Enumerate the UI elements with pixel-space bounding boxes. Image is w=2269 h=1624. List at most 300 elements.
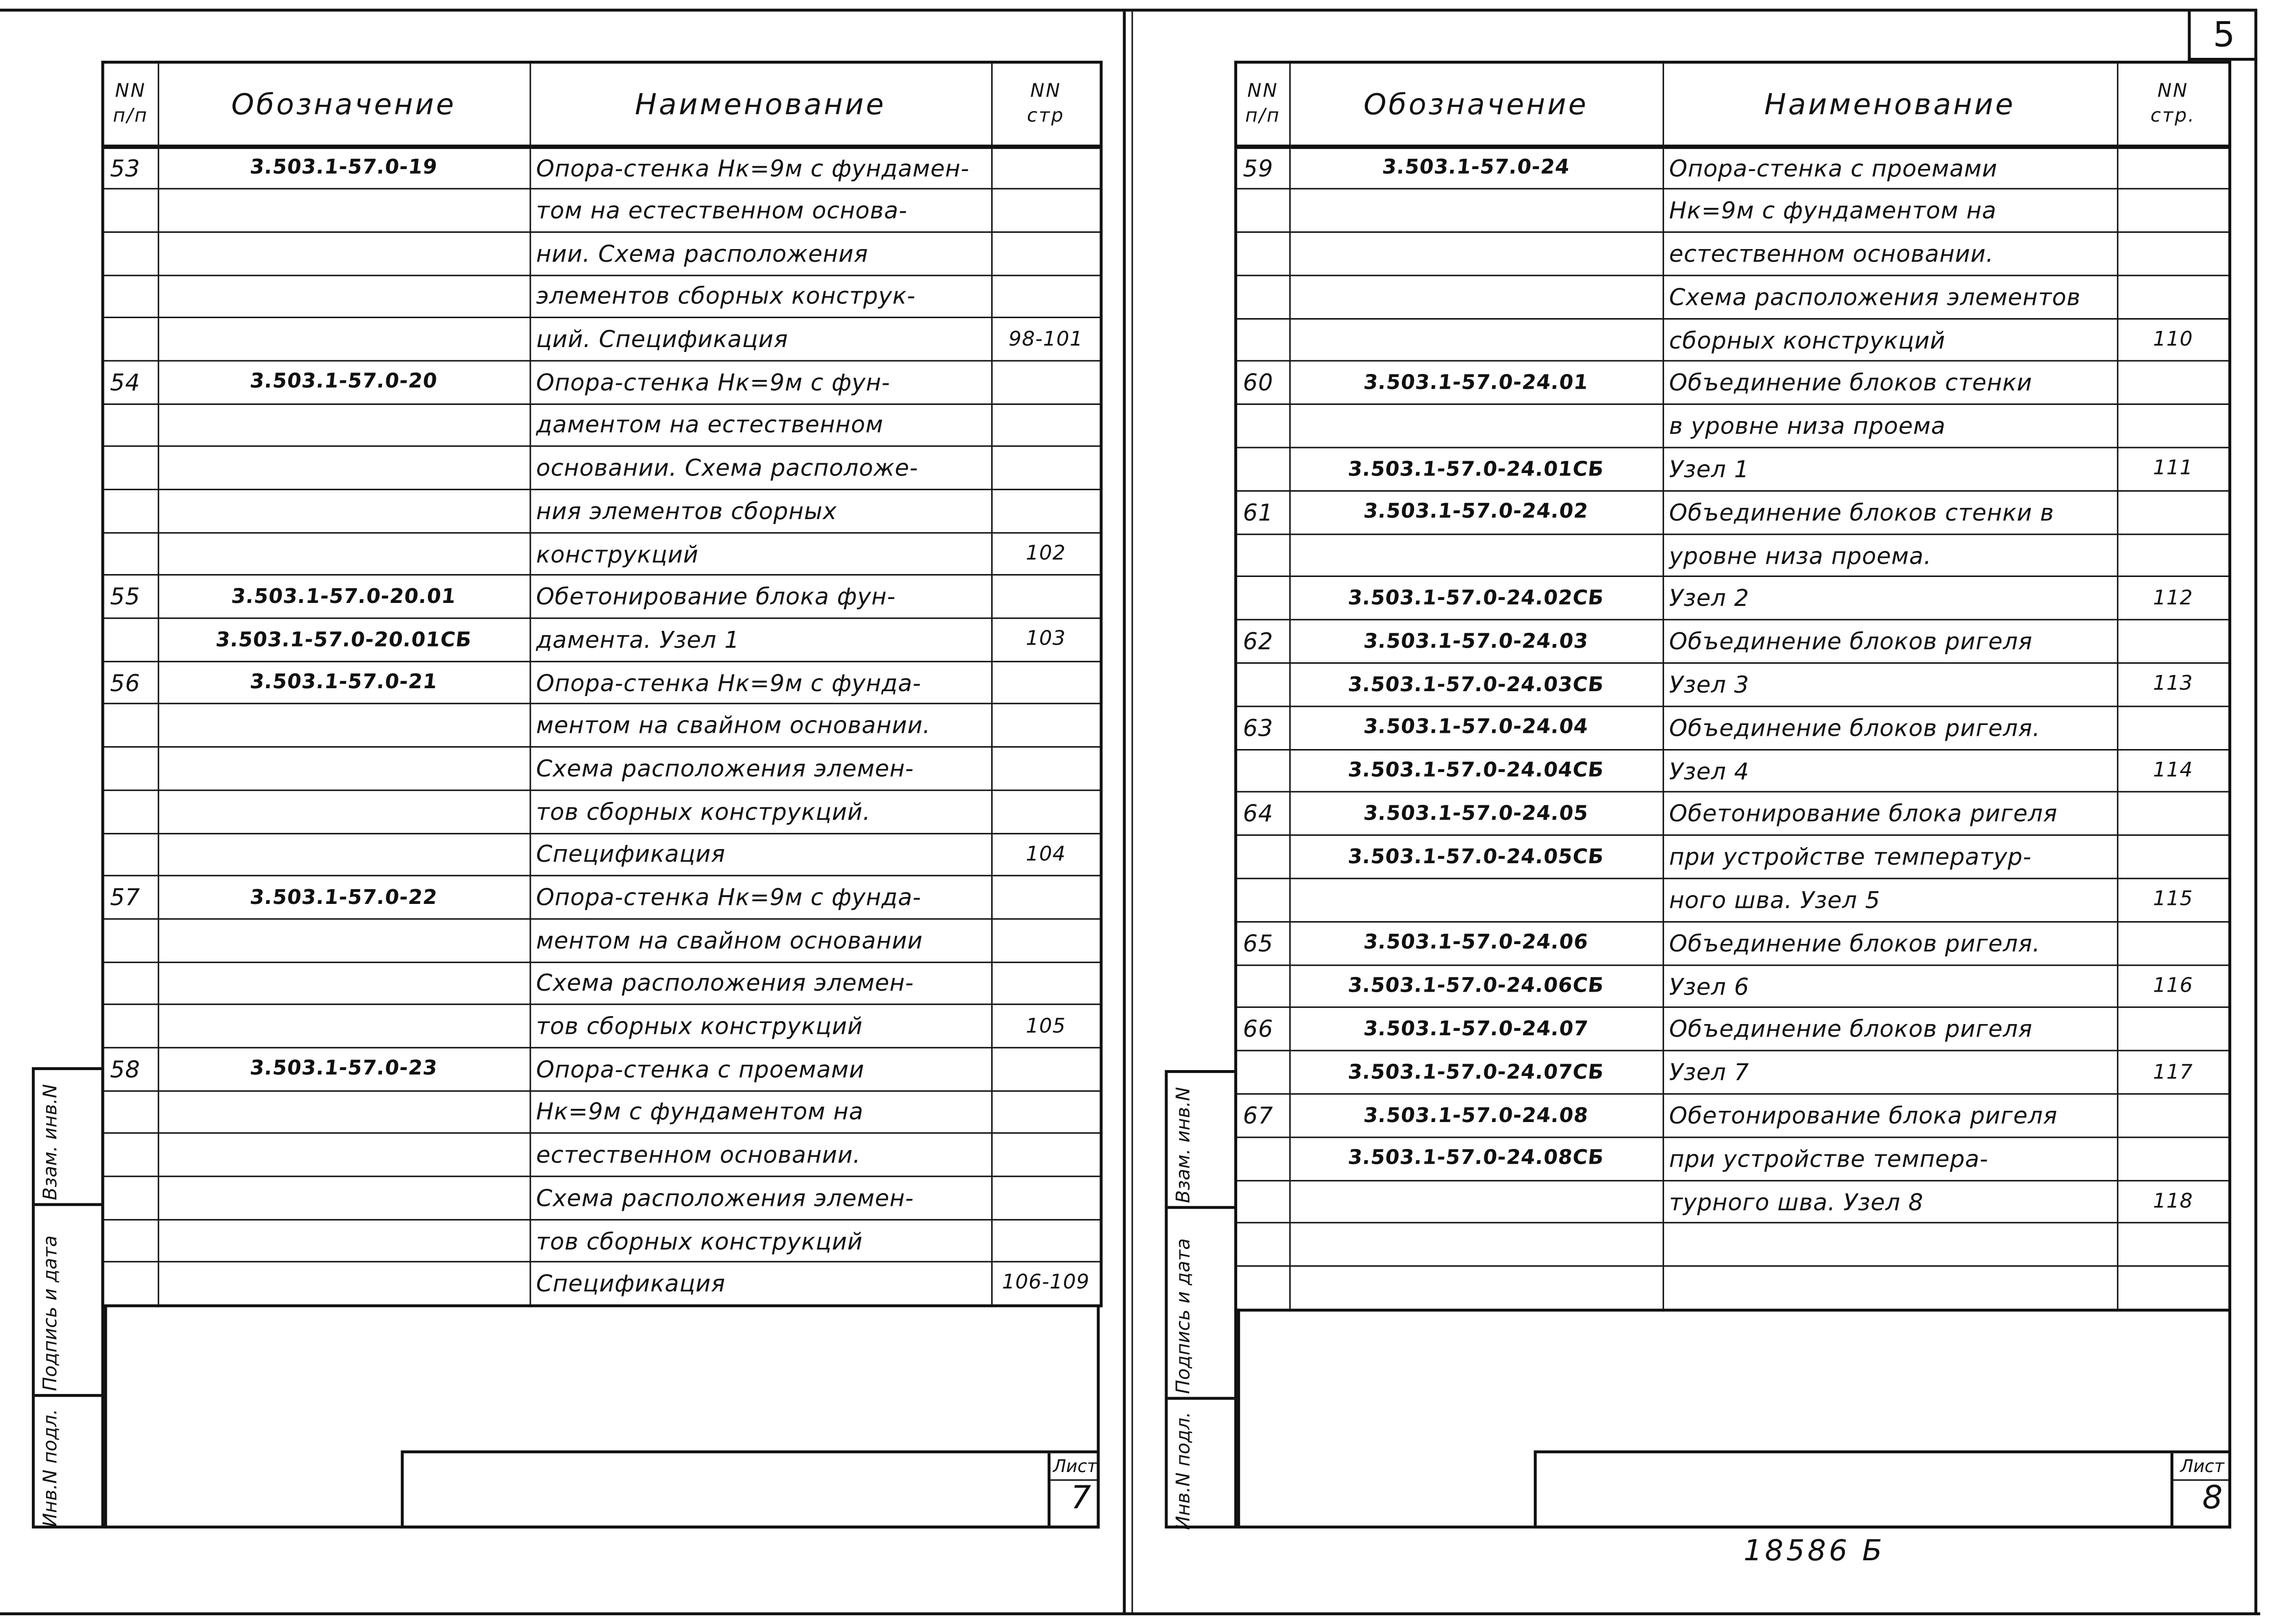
row-designation: 3.503.1-57.0-20 — [155, 361, 532, 404]
right-side-stamp — [1165, 1070, 1237, 1528]
row-designation — [1287, 1266, 1665, 1309]
row-designation: 3.503.1-57.0-24.02 — [1287, 491, 1665, 534]
row-title: основании. Схема расположе- — [529, 447, 991, 490]
table-row — [1236, 491, 2230, 534]
row-title: Схема расположения элемен- — [529, 747, 991, 790]
header-pages — [2117, 62, 2230, 146]
stamp-inventory-label: Инв.N подл. — [1173, 1411, 1196, 1530]
table-row — [103, 919, 1101, 962]
row-pages — [991, 1133, 1101, 1176]
row-title: Схема расположения элемен- — [529, 962, 991, 1005]
row-title: Обетонирование блока ригеля — [1663, 792, 2117, 835]
row-designation — [1287, 534, 1665, 577]
row-designation — [155, 403, 532, 447]
table-row — [1236, 922, 2230, 965]
row-title: ментом на свайном основании. — [529, 704, 991, 747]
row-number — [103, 490, 158, 533]
row-designation — [155, 447, 532, 490]
row-pages — [991, 490, 1101, 533]
row-pages: 112 — [2117, 577, 2230, 620]
row-number — [1236, 750, 1289, 793]
header-num — [1236, 62, 1289, 146]
table-row — [103, 833, 1101, 876]
table-row — [1236, 577, 2230, 620]
row-designation — [1287, 319, 1665, 362]
row-title: в уровне низа проема — [1663, 404, 2117, 448]
row-title: конструкций — [529, 532, 991, 575]
table-row — [1236, 620, 2230, 663]
row-pages: 111 — [2117, 448, 2230, 491]
row-number: 66 — [1236, 1008, 1289, 1051]
table-row — [103, 1133, 1101, 1176]
header-name: Наименование — [1663, 62, 2117, 146]
header-num-a: NN — [1247, 80, 1278, 102]
left-sheet-cell — [1047, 1453, 1099, 1526]
row-number — [1236, 448, 1289, 491]
row-pages: 104 — [991, 833, 1101, 876]
row-designation: 3.503.1-57.0-24.05СБ — [1287, 835, 1665, 878]
left-title-block — [401, 1450, 1100, 1528]
row-title: ментом на свайном основании — [529, 919, 991, 962]
row-designation — [155, 833, 532, 876]
table-row — [1236, 232, 2230, 275]
row-pages: 98-101 — [991, 318, 1101, 361]
row-designation — [155, 1262, 532, 1305]
row-number — [1236, 319, 1289, 362]
row-title: Опора-стенка Hк=9м с фундамен- — [529, 146, 991, 189]
table-row — [103, 1048, 1101, 1091]
stamp-signature-label: Подпись и дата — [1173, 1238, 1196, 1394]
row-title: Hк=9м с фундаментом на — [529, 1091, 991, 1134]
top-edge-line — [0, 9, 2257, 12]
row-pages — [991, 790, 1101, 833]
row-number — [1236, 663, 1289, 706]
row-number — [103, 1219, 158, 1262]
stamp-replace-label: Взам. инв.N — [40, 1084, 62, 1200]
row-pages — [2117, 1008, 2230, 1051]
row-number — [1236, 404, 1289, 448]
row-number — [103, 1091, 158, 1134]
row-designation — [1287, 232, 1665, 275]
row-title: Объединение блоков стенки в — [1663, 491, 2117, 534]
row-designation — [1287, 404, 1665, 448]
table-row — [103, 575, 1101, 619]
row-designation: 3.503.1-57.0-24.02СБ — [1287, 577, 1665, 620]
table-row — [103, 232, 1101, 275]
row-number — [1236, 1180, 1289, 1224]
page-number: 5 — [2213, 14, 2235, 55]
table-row — [1236, 878, 2230, 922]
row-designation — [155, 1091, 532, 1134]
row-designation — [1287, 275, 1665, 319]
stamp-divider — [35, 1203, 101, 1206]
table-row — [103, 146, 1101, 189]
row-pages — [2117, 706, 2230, 750]
row-title — [1663, 1223, 2117, 1266]
row-designation: 3.503.1-57.0-24.04СБ — [1287, 750, 1665, 793]
row-title: даментом на естественном — [529, 403, 991, 447]
row-designation: 3.503.1-57.0-24.05 — [1287, 792, 1665, 835]
row-pages — [991, 403, 1101, 447]
row-number — [103, 232, 158, 275]
table-row — [103, 318, 1101, 361]
row-pages — [2117, 1094, 2230, 1137]
row-pages: 118 — [2117, 1180, 2230, 1224]
table-row — [1236, 448, 2230, 491]
row-number — [1236, 965, 1289, 1008]
page-divider — [1123, 12, 1126, 1614]
header-pages-b: стр — [1027, 105, 1065, 127]
table-row — [1236, 965, 2230, 1008]
stamp-divider — [35, 1394, 101, 1397]
row-pages — [991, 661, 1101, 704]
row-designation — [155, 275, 532, 318]
row-pages — [991, 1176, 1101, 1220]
row-pages: 115 — [2117, 878, 2230, 922]
page-number-box — [2188, 12, 2257, 61]
row-designation: 3.503.1-57.0-22 — [155, 876, 532, 919]
row-title: Спецификация — [529, 1262, 991, 1305]
row-number — [1236, 878, 1289, 922]
row-number — [103, 189, 158, 232]
row-number — [1236, 835, 1289, 878]
row-title — [1663, 1266, 2117, 1309]
row-title: Опора-стенка Hк=9м с фун- — [529, 361, 991, 404]
row-number — [1236, 577, 1289, 620]
row-title: Объединение блоков ригеля — [1663, 1008, 2117, 1051]
row-designation — [155, 318, 532, 361]
row-number: 64 — [1236, 792, 1289, 835]
stamp-inventory-label: Инв.N подл. — [40, 1408, 62, 1527]
header-pages-a: NN — [2157, 80, 2189, 102]
row-title: Hк=9м с фундаментом на — [1663, 189, 2117, 232]
table-row — [1236, 1008, 2230, 1051]
row-designation — [155, 189, 532, 232]
row-designation — [155, 704, 532, 747]
row-designation — [1287, 189, 1665, 232]
row-pages — [991, 575, 1101, 619]
table-row — [103, 962, 1101, 1005]
row-number: 57 — [103, 876, 158, 919]
left-contents-table — [101, 61, 1103, 1307]
row-number — [103, 532, 158, 575]
row-designation — [155, 1176, 532, 1220]
stamp-signature-label: Подпись и дата — [40, 1235, 62, 1391]
right-sheet-cell — [2170, 1453, 2231, 1526]
row-designation: 3.503.1-57.0-24.04 — [1287, 706, 1665, 750]
row-designation — [1287, 878, 1665, 922]
table-row — [103, 532, 1101, 575]
row-designation: 3.503.1-57.0-24.03 — [1287, 620, 1665, 663]
row-number — [103, 919, 158, 962]
row-title: тов сборных конструкций — [529, 1219, 991, 1262]
row-title: Спецификация — [529, 833, 991, 876]
row-pages — [991, 919, 1101, 962]
table-row — [103, 1219, 1101, 1262]
table-row — [1236, 275, 2230, 319]
row-number — [103, 618, 158, 661]
row-title: Объединение блоков ригеля. — [1663, 706, 2117, 750]
row-number — [103, 1176, 158, 1220]
row-pages — [991, 447, 1101, 490]
row-title: естественном основании. — [1663, 232, 2117, 275]
row-pages — [2117, 1137, 2230, 1180]
row-title: сборных конструкций — [1663, 319, 2117, 362]
row-number: 53 — [103, 146, 158, 189]
table-row — [103, 1005, 1101, 1048]
row-number: 63 — [1236, 706, 1289, 750]
row-designation: 3.503.1-57.0-24.06 — [1287, 922, 1665, 965]
row-number — [103, 747, 158, 790]
row-title: ного шва. Узел 5 — [1663, 878, 2117, 922]
header-num-b: п/п — [113, 105, 149, 127]
row-number — [103, 704, 158, 747]
row-pages — [991, 1048, 1101, 1091]
table-row — [103, 747, 1101, 790]
row-pages — [2117, 534, 2230, 577]
row-designation: 3.503.1-57.0-24.01СБ — [1287, 448, 1665, 491]
row-title: Опора-стенка Hк=9м с фунда- — [529, 661, 991, 704]
row-number — [103, 962, 158, 1005]
row-pages — [991, 962, 1101, 1005]
row-pages — [991, 232, 1101, 275]
row-title: Объединение блоков ригеля. — [1663, 922, 2117, 965]
row-title: Опора-стенка Hк=9м с фунда- — [529, 876, 991, 919]
table-row — [103, 361, 1101, 404]
row-designation — [155, 1005, 532, 1048]
row-number — [103, 403, 158, 447]
row-pages — [2117, 232, 2230, 275]
table-row — [1236, 706, 2230, 750]
row-number: 58 — [103, 1048, 158, 1091]
table-row — [103, 1091, 1101, 1134]
row-pages: 116 — [2117, 965, 2230, 1008]
row-number — [1236, 232, 1289, 275]
table-row — [1236, 835, 2230, 878]
header-code: Обозначение — [1289, 62, 1663, 146]
row-designation — [155, 232, 532, 275]
table-row — [1236, 404, 2230, 448]
row-designation: 3.503.1-57.0-24.07 — [1287, 1008, 1665, 1051]
row-number — [103, 318, 158, 361]
row-number — [1236, 1051, 1289, 1094]
row-title: Узел 7 — [1663, 1051, 2117, 1094]
row-title: Узел 4 — [1663, 750, 2117, 793]
row-pages — [991, 189, 1101, 232]
row-number — [1236, 1223, 1289, 1266]
row-pages — [991, 275, 1101, 318]
row-pages — [2117, 620, 2230, 663]
left-side-stamp — [32, 1067, 104, 1528]
row-pages — [991, 361, 1101, 404]
table-row — [103, 403, 1101, 447]
table-row — [1236, 1094, 2230, 1137]
row-title: элементов сборных конструк- — [529, 275, 991, 318]
row-title: Объединение блоков ригеля — [1663, 620, 2117, 663]
row-designation: 3.503.1-57.0-24.08 — [1287, 1094, 1665, 1137]
row-pages — [2117, 404, 2230, 448]
header-name: Наименование — [529, 62, 991, 146]
row-pages — [2117, 1223, 2230, 1266]
row-number — [1236, 275, 1289, 319]
row-number — [103, 1133, 158, 1176]
table-row — [1236, 663, 2230, 706]
table-row — [103, 189, 1101, 232]
row-designation — [1287, 1180, 1665, 1224]
table-row — [1236, 1266, 2230, 1309]
row-pages — [2117, 189, 2230, 232]
row-pages — [991, 146, 1101, 189]
row-title: дамента. Узел 1 — [529, 618, 991, 661]
table-row — [103, 447, 1101, 490]
row-number — [103, 275, 158, 318]
row-title: том на естественном основа- — [529, 189, 991, 232]
row-title: тов сборных конструкций. — [529, 790, 991, 833]
table-row — [1236, 792, 2230, 835]
row-title: Схема расположения элементов — [1663, 275, 2117, 319]
row-pages: 105 — [991, 1005, 1101, 1048]
row-title: Объединение блоков стенки — [1663, 361, 2117, 404]
row-number — [103, 1005, 158, 1048]
row-designation: 3.503.1-57.0-21 — [155, 661, 532, 704]
row-pages — [991, 704, 1101, 747]
row-pages — [2117, 792, 2230, 835]
header-num-a: NN — [115, 80, 147, 102]
row-designation — [155, 790, 532, 833]
row-designation: 3.503.1-57.0-24.08СБ — [1287, 1137, 1665, 1180]
row-title: при устройстве темпера- — [1663, 1137, 2117, 1180]
row-number: 65 — [1236, 922, 1289, 965]
row-title: Схема расположения элемен- — [529, 1176, 991, 1220]
row-pages — [2117, 1266, 2230, 1309]
table-row — [1236, 1137, 2230, 1180]
row-number — [1236, 534, 1289, 577]
stamp-divider — [1168, 1397, 1234, 1400]
table-row — [1236, 146, 2230, 189]
row-designation: 3.503.1-57.0-23 — [155, 1048, 532, 1091]
row-number — [103, 833, 158, 876]
row-designation: 3.503.1-57.0-20.01СБ — [155, 618, 532, 661]
table-row — [1236, 189, 2230, 232]
row-designation — [155, 1219, 532, 1262]
row-number: 61 — [1236, 491, 1289, 534]
row-title: Узел 6 — [1663, 965, 2117, 1008]
table-row — [1236, 750, 2230, 793]
table-row — [1236, 534, 2230, 577]
row-designation: 3.503.1-57.0-20.01 — [155, 575, 532, 619]
table-row — [103, 275, 1101, 318]
row-pages: 110 — [2117, 319, 2230, 362]
row-title: Обетонирование блока ригеля — [1663, 1094, 2117, 1137]
row-title: Опора-стенка с проемами — [529, 1048, 991, 1091]
row-title: ций. Спецификация — [529, 318, 991, 361]
row-designation — [155, 962, 532, 1005]
row-designation: 3.503.1-57.0-24.07СБ — [1287, 1051, 1665, 1094]
row-designation: 3.503.1-57.0-24 — [1287, 146, 1665, 189]
row-pages — [2117, 275, 2230, 319]
row-pages — [2117, 361, 2230, 404]
header-pages-a: NN — [1030, 80, 1062, 102]
row-number — [1236, 1266, 1289, 1309]
header-pages-b: стр. — [2150, 105, 2196, 127]
table-row — [1236, 1051, 2230, 1094]
row-designation: 3.503.1-57.0-24.06СБ — [1287, 965, 1665, 1008]
row-pages — [991, 747, 1101, 790]
row-pages — [991, 1091, 1101, 1134]
row-number — [103, 1262, 158, 1305]
right-title-block — [1534, 1450, 2231, 1528]
row-number: 67 — [1236, 1094, 1289, 1137]
table-row — [103, 790, 1101, 833]
row-number: 56 — [103, 661, 158, 704]
row-pages: 113 — [2117, 663, 2230, 706]
row-pages — [2117, 491, 2230, 534]
row-pages — [991, 876, 1101, 919]
stamp-divider — [1168, 1206, 1234, 1209]
stamp-replace-label: Взам. инв.N — [1173, 1087, 1196, 1203]
row-pages: 102 — [991, 532, 1101, 575]
row-title: Узел 3 — [1663, 663, 2117, 706]
row-designation — [155, 532, 532, 575]
row-designation — [1287, 1223, 1665, 1266]
row-title: нии. Схема расположения — [529, 232, 991, 275]
row-number: 62 — [1236, 620, 1289, 663]
row-title: при устройстве температур- — [1663, 835, 2117, 878]
header-num-b: п/п — [1245, 105, 1281, 127]
row-number — [103, 447, 158, 490]
row-pages — [2117, 146, 2230, 189]
table-row — [1236, 319, 2230, 362]
row-designation: 3.503.1-57.0-19 — [155, 146, 532, 189]
row-designation: 3.503.1-57.0-24.03СБ — [1287, 663, 1665, 706]
sheet-label: Лист — [1050, 1453, 1099, 1481]
row-title: естественном основании. — [529, 1133, 991, 1176]
table-row — [103, 876, 1101, 919]
table-row — [103, 661, 1101, 704]
row-pages: 117 — [2117, 1051, 2230, 1094]
bottom-edge-line — [0, 1612, 2260, 1615]
right-contents-table — [1234, 61, 2231, 1311]
row-designation — [155, 747, 532, 790]
row-pages: 106-109 — [991, 1262, 1101, 1305]
sheet-label: Лист — [2173, 1453, 2231, 1481]
row-pages — [2117, 835, 2230, 878]
row-title: уровне низа проема. — [1663, 534, 2117, 577]
row-number — [103, 790, 158, 833]
row-title: Узел 1 — [1663, 448, 2117, 491]
table-row — [103, 618, 1101, 661]
footer-note: 18586 Б — [1744, 1533, 1885, 1568]
row-designation — [155, 1133, 532, 1176]
row-number — [1236, 1137, 1289, 1180]
right-edge-line — [2254, 12, 2257, 1614]
sheet-number: 7 — [1071, 1480, 1091, 1517]
header-code: Обозначение — [158, 62, 530, 146]
row-pages: 103 — [991, 618, 1101, 661]
table-row — [103, 490, 1101, 533]
table-row — [1236, 361, 2230, 404]
row-pages: 114 — [2117, 750, 2230, 793]
row-pages — [991, 1219, 1101, 1262]
header-num — [103, 62, 158, 146]
row-title: Узел 2 — [1663, 577, 2117, 620]
row-title: Опора-стенка с проемами — [1663, 146, 2117, 189]
table-row — [103, 1262, 1101, 1305]
row-title: ния элементов сборных — [529, 490, 991, 533]
row-title: тов сборных конструкций — [529, 1005, 991, 1048]
row-number: 59 — [1236, 146, 1289, 189]
row-designation — [155, 919, 532, 962]
